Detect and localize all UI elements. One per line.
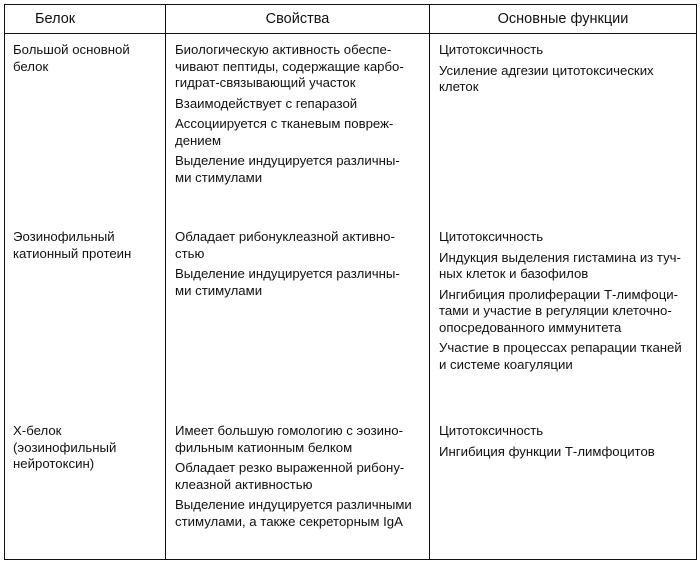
property-item xyxy=(175,229,423,262)
properties-cell xyxy=(166,34,430,226)
table-row xyxy=(5,419,697,560)
properties-cell xyxy=(166,225,430,419)
text-line: Выделение индуцируется различны- xyxy=(175,266,400,281)
text-line: стью xyxy=(175,245,205,261)
protein-cell xyxy=(5,225,166,419)
function-item xyxy=(439,250,690,283)
function-item xyxy=(439,63,690,96)
protein-line: белок xyxy=(13,58,49,74)
property-item xyxy=(175,96,423,113)
table-row xyxy=(5,34,697,226)
protein-cell xyxy=(5,34,166,226)
text-line: стимулами, а также секреторным IgA xyxy=(175,513,403,529)
text-line: Обладает рибонуклеазной активно- xyxy=(175,229,395,244)
text-line: Имеет большую гомологию с эозино- xyxy=(175,423,403,438)
text-line: ми стимулами xyxy=(175,169,263,185)
text-line: Участие в процессах репарации тканей xyxy=(439,340,682,355)
header-row xyxy=(5,5,697,34)
header-functions: Основные функции xyxy=(430,5,697,34)
function-item xyxy=(439,444,690,461)
text-line: ных клеток и базофилов xyxy=(439,266,589,281)
property-item xyxy=(175,153,423,186)
function-item xyxy=(439,287,690,337)
property-item xyxy=(175,42,423,92)
protein-table xyxy=(4,4,697,560)
text-line: Ингибиция функции Т-лимфоцитов xyxy=(439,443,655,459)
text-line: Выделение индуцируется различными xyxy=(175,497,412,512)
protein-line: (эозинофильный xyxy=(13,439,117,455)
functions-cell xyxy=(430,419,697,560)
protein-line: Эозинофильный xyxy=(13,229,115,244)
protein-line: Х-белок xyxy=(13,423,62,438)
header-properties: Свойства xyxy=(166,5,430,34)
text-line: Индукция выделения гистамина из туч- xyxy=(439,249,681,265)
text-line: опосредованного иммунитета xyxy=(439,319,622,335)
functions-cell xyxy=(430,225,697,419)
functions-cell xyxy=(430,34,697,226)
text-line: Ингибиция пролиферации Т-лимфоци- xyxy=(439,286,679,302)
text-line: клеток xyxy=(439,79,479,94)
property-item xyxy=(175,116,423,149)
text-line: чивают пептиды, содержащие карбо- xyxy=(175,58,404,74)
text-line: дением xyxy=(175,132,222,148)
text-line: тами и участие в регуляции клеточно- xyxy=(439,303,672,318)
property-item xyxy=(175,423,423,456)
text-line: и системе коагуляции xyxy=(439,356,573,372)
header-protein: Белок xyxy=(5,5,166,34)
table-row xyxy=(5,225,697,419)
function-item xyxy=(439,423,690,440)
function-item xyxy=(439,42,690,59)
property-item xyxy=(175,497,423,530)
properties-cell xyxy=(166,419,430,560)
text-line: Цитотоксичность xyxy=(439,42,544,57)
protein-line: Большой основной xyxy=(13,42,130,57)
text-line: Усиление адгезии цитотоксических xyxy=(439,62,654,78)
property-item xyxy=(175,266,423,299)
text-line: фильным катионным белком xyxy=(175,439,353,455)
protein-line: катионный протеин xyxy=(13,245,132,261)
text-line: Биологическую активность обеспе- xyxy=(175,42,392,57)
property-item xyxy=(175,460,423,493)
text-line: Выделение индуцируется различны- xyxy=(175,153,400,168)
function-item xyxy=(439,340,690,373)
function-item xyxy=(439,229,690,246)
text-line: ми стимулами xyxy=(175,282,263,298)
text-line: гидрат-связывающий участок xyxy=(175,75,356,90)
protein-line: нейротоксин) xyxy=(13,456,95,471)
protein-cell xyxy=(5,419,166,560)
text-line: Обладает резко выраженной рибону- xyxy=(175,460,405,475)
text-line: Взаимодействует с гепаразой xyxy=(175,95,358,111)
text-line: Ассоциируется с тканевым повреж- xyxy=(175,116,394,131)
text-line: Цитотоксичность xyxy=(439,423,544,438)
text-line: клеазной активностью xyxy=(175,476,313,492)
text-line: Цитотоксичность xyxy=(439,229,544,244)
